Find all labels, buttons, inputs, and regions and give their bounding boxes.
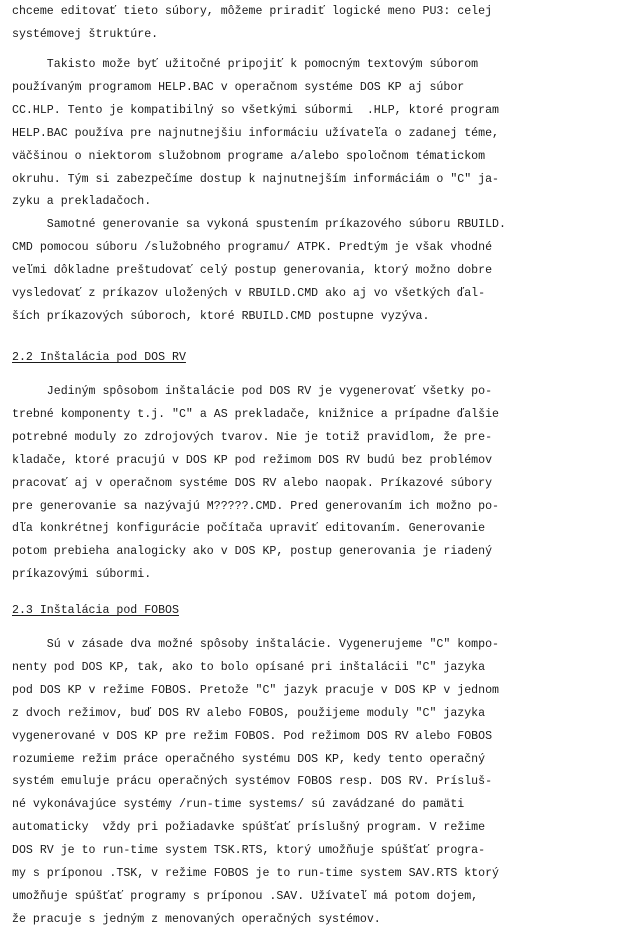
paragraph-line: CC.HLP. Tento je kompatibilný so všetkými súbormi .HLP, ktoré program [12, 103, 500, 117]
paragraph-line: používaným programom HELP.BAC v operačnom systéme DOS KP aj súbor [12, 80, 465, 94]
section-heading: 2.3 Inštalácia pod FOBOS [12, 604, 179, 617]
paragraph-line: väčšinou o niektorom služobnom programe a/alebo spoločnom tématickom [12, 149, 486, 163]
paragraph-line: dľa konkrétnej konfigurácie počítača upraviť editovaním. Generovanie [12, 522, 486, 536]
paragraph-line: pod DOS KP v režime FOBOS. Pretože "C" jazyk pracuje v DOS KP v jednom [12, 683, 500, 697]
paragraph-line: okruhu. Tým si zabezpečíme dostup k najnutnejším informáciám o "C" ja- [12, 172, 500, 186]
paragraph-line: nenty pod DOS KP, tak, ako to bolo opísané pri inštalácii "C" jazyka [12, 660, 486, 674]
paragraph-line: potom prebieha analogicky ako v DOS KP, postup generovania je riadený [12, 545, 493, 559]
paragraph-line: automaticky vždy pri požiadavke spúšťať príslušný program. V režime [12, 821, 486, 835]
paragraph-line: HELP.BAC používa pre najnutnejšiu informáciu užívateľa o zadanej téme, [12, 126, 500, 140]
paragraph-line: príkazovými súbormi. [12, 568, 152, 582]
paragraph-line: pre generovanie sa nazývajú M?????.CMD. Pred generovaním ich možno po- [12, 499, 500, 513]
section-heading: 2.2 Inštalácia pod DOS RV [12, 351, 186, 364]
paragraph-line: že pracuje s jedným z menovaných operačných systémov. [12, 912, 381, 926]
paragraph-line: Takisto može byť užitočné pripojiť k pomocným textovým súborom [12, 58, 479, 71]
paragraph-line: rozumieme režim práce operačného systému DOS KP, kedy tento operačný [12, 752, 486, 766]
paragraph-line: chceme editovať tieto súbory, môžeme priradiť logické meno PU3: celej [12, 5, 493, 18]
paragraph-line: ších príkazových súboroch, ktoré RBUILD.CMD postupne vyzýva. [12, 309, 430, 323]
paragraph-line: umožňuje spúšťať programy s príponou .SAV. Užívateľ má potom dojem, [12, 889, 479, 903]
paragraph-line: potrebné moduly zo zdrojových tvarov. Nie je totiž pravidlom, že pre- [12, 430, 493, 444]
paragraph-line: vysledovať z príkazov uložených v RBUILD.CMD ako aj vo všetkých ďal- [12, 286, 486, 300]
paragraph-line: systémovej štruktúre. [12, 27, 159, 41]
paragraph-line: vygenerované v DOS KP pre režim FOBOS. Pod režimom DOS RV alebo FOBOS [12, 729, 493, 743]
paragraph-line: Sú v zásade dva možné spôsoby inštalácie. Vygenerujeme "C" kompo- [12, 638, 500, 651]
paragraph-line: Samotné generovanie sa vykoná spustením príkazového súboru RBUILD. [12, 218, 506, 231]
paragraph-line: pracovať aj v operačnom systéme DOS RV alebo naopak. Príkazové súbory [12, 476, 493, 490]
paragraph-line: veľmi dôkladne preštudovať celý postup generovania, ktorý možno dobre [12, 263, 493, 277]
paragraph-line: zyku a prekladačoch. [12, 195, 152, 209]
paragraph-line: z dvoch režimov, buď DOS RV alebo FOBOS, použijeme moduly "C" jazyka [12, 706, 486, 720]
paragraph-line: né vykonávajúce systémy /run-time systems/ sú zavádzané do pamäti [12, 798, 465, 812]
paragraph-line: CMD pomocou súboru /služobného programu/ ATPK. Predtým je však vhodné [12, 240, 493, 254]
paragraph-line: trebné komponenty t.j. "C" a AS prekladače, knižnice a prípadne ďalšie [12, 407, 500, 421]
paragraph-line: systém emuluje prácu operačných systémov FOBOS resp. DOS RV. Prísluš- [12, 775, 493, 789]
paragraph-line: my s príponou .TSK, v režime FOBOS je to run-time system SAV.RTS ktorý [12, 867, 500, 880]
paragraph-line: kladače, ktoré pracujú v DOS KP pod režimom DOS RV budú bez problémov [12, 453, 493, 467]
paragraph-line: Jediným spôsobom inštalácie pod DOS RV je vygenerovať všetky po- [12, 385, 493, 398]
paragraph-line: DOS RV je to run-time system TSK.RTS, ktorý umožňuje spúšťať progra- [12, 844, 486, 858]
